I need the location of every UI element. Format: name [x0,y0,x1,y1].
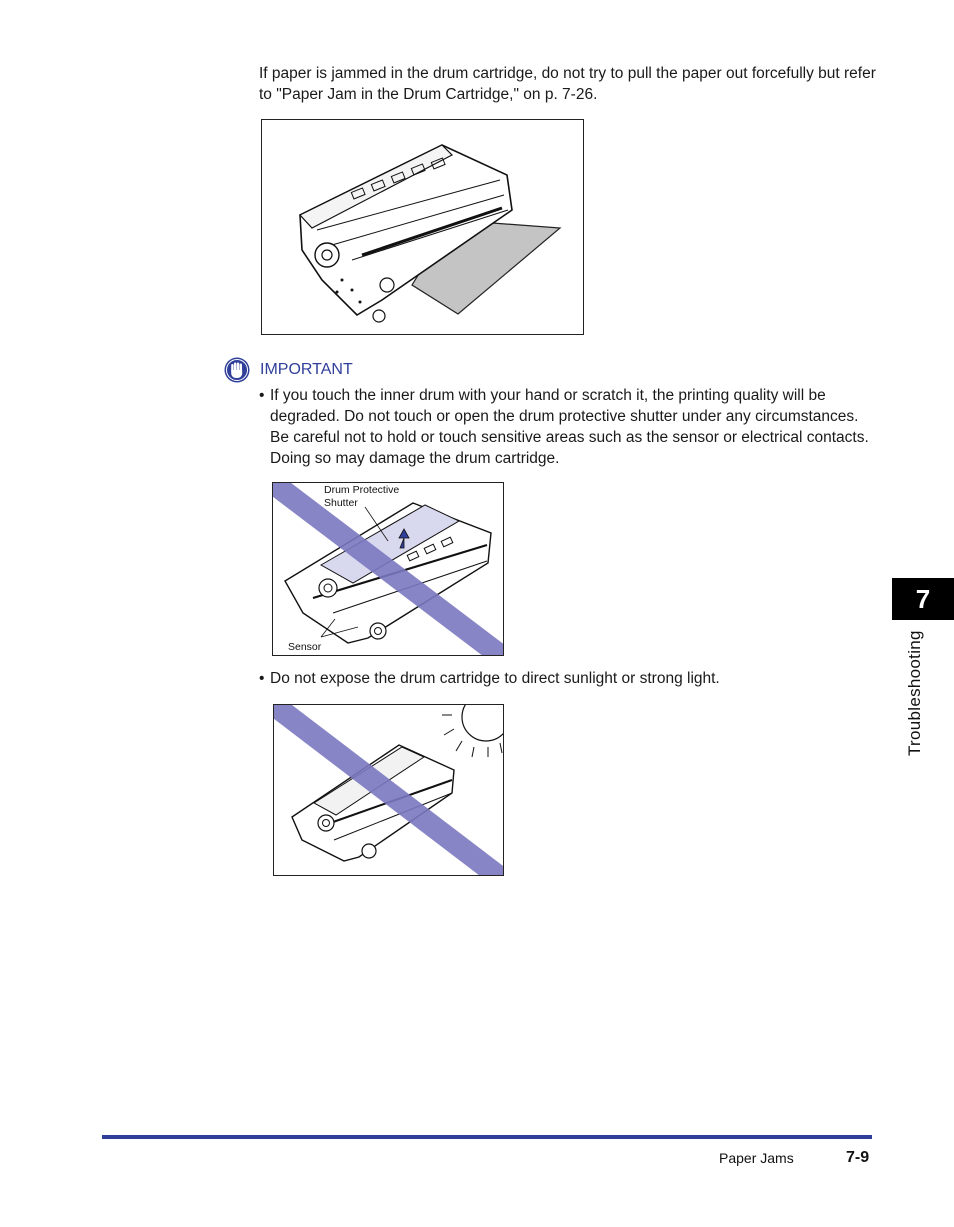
hand-stop-icon [224,357,250,383]
sunlight-drum-illustration [274,705,503,875]
footer-page-number: 7-9 [846,1149,870,1166]
chapter-number-tab: 7 [892,578,954,620]
important-heading [224,357,353,383]
bullet-text: If you touch the inner drum with your hand or scratch it, the printing quality will be degraded. Do not touch or open the drum protective shutter under any circumstances. Be careful not to hold or touch sensitive areas such as the sensor or electrical contacts. Doing so may damage the drum cartridge. [270,387,869,467]
bullet-text: Do not expose the drum cartridge to direct sunlight or strong light. [270,670,720,687]
label-sensor: Sensor [288,641,322,653]
figure-sunlight-prohibited [273,704,504,876]
bullet-marker: • [259,670,265,687]
label-drum-protective-shutter-line2: Shutter [324,497,358,509]
footer-rule [102,1135,872,1139]
bullet-marker: • [259,387,265,404]
chapter-title-vertical: Troubleshooting [905,630,924,756]
footer-section-title: Paper Jams [719,1150,794,1166]
important-bullet-1 [259,385,880,469]
drum-cartridge-jam-illustration [262,120,583,334]
figure-drum-shutter-prohibited [272,482,504,656]
intro-paragraph: If paper is jammed in the drum cartridge, do not try to pull the paper out forcefully but refer to "Paper Jam in the Drum Cartridge," on p. 7-26. [259,65,876,103]
drum-shutter-illustration [273,483,503,655]
important-label: IMPORTANT [260,361,353,378]
sun-icon [462,705,503,741]
important-bullet-2 [259,668,880,689]
figure-paper-jam-drum [261,119,584,335]
label-drum-protective-shutter-line1: Drum Protective [324,484,400,496]
